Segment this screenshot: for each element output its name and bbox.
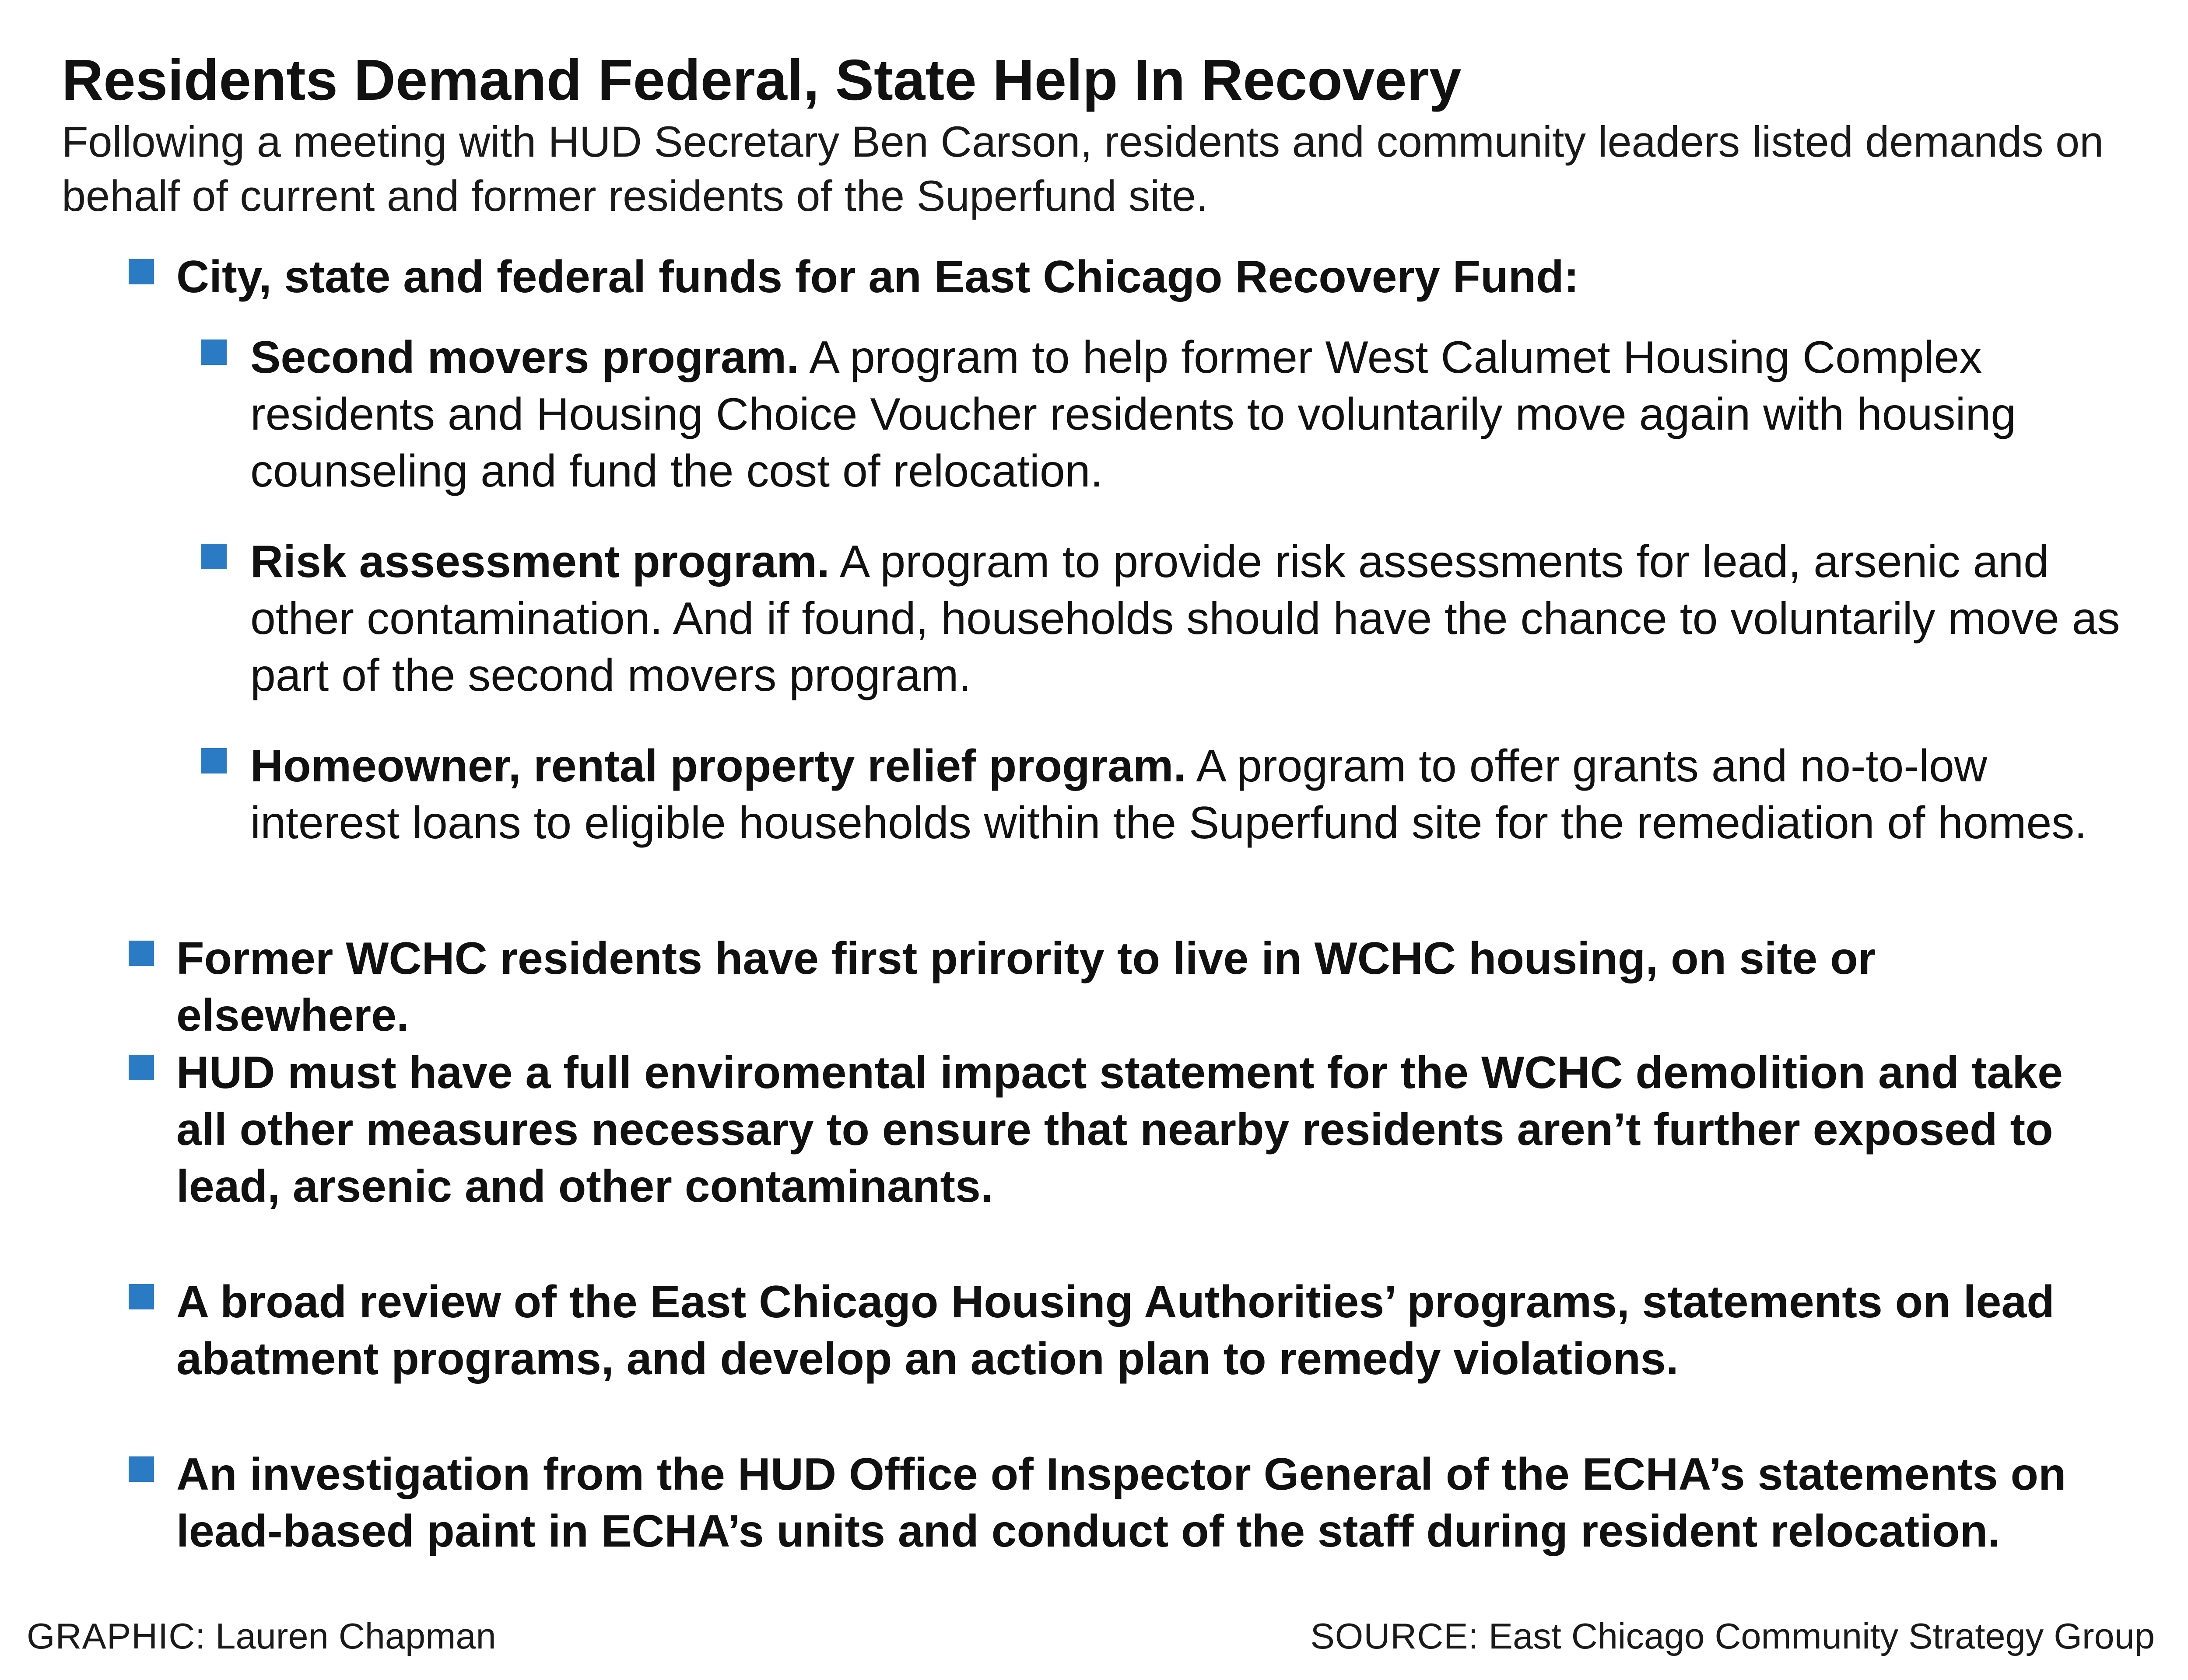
demand-text: A broad review of the East Chicago Housing Authorities’ programs, statements on lead abatment programs, and develop an action plan to remedy violations. <box>176 1277 2055 1384</box>
demand-text: Former WCHC residents have first prirority to live in WCHC housing, on site or elsewhere. <box>176 933 1876 1041</box>
demand-text: An investigation from the HUD Office of Inspector General of the ECHA’s statements on lead-based paint in ECHA’s units and conduct of the staff during resident relocation. <box>176 1449 2066 1557</box>
program-lead: Second movers program. <box>250 332 799 383</box>
program-second-movers <box>250 329 2141 500</box>
square-bullet-icon <box>201 340 227 365</box>
graphic-value: : Lauren Chapman <box>195 1616 496 1656</box>
program-description: A program to provide risk assessments for lead, arsenic and other contamination. And if found, households should have the chance to voluntarily move as part of the second movers program. <box>250 536 2120 701</box>
demand-recovery-fund <box>176 248 2111 305</box>
graphic-credit <box>27 1614 496 1659</box>
demand-text: HUD must have a full enviromental impact statement for the WCHC demolition and take all other measures necessary to ensure that nearby residents aren’t further exposed to lead, arsenic and other contaminants. <box>176 1047 2063 1212</box>
program-description: A program to offer grants and no-to-low interest loans to eligible households within the Superfund site for the remediation of homes. <box>250 741 2087 848</box>
square-bullet-icon <box>129 1456 154 1482</box>
program-text <box>250 533 2141 704</box>
program-description: A program to help former West Calumet Housing Complex residents and Housing Choice Voucher residents to voluntarily move again with housing counseling and fund the cost of relocation. <box>250 332 2016 497</box>
graphic-label: GRAPHIC <box>27 1616 196 1656</box>
program-text <box>250 738 2141 851</box>
source-value: : East Chicago Community Strategy Group <box>1468 1616 2155 1656</box>
program-text <box>250 329 2141 500</box>
demand-investigation <box>176 1446 2111 1560</box>
source-label: SOURCE <box>1310 1616 1469 1656</box>
demand-impact-statement <box>176 1044 2111 1215</box>
square-bullet-icon <box>129 1284 154 1309</box>
demand-review <box>176 1274 2111 1387</box>
square-bullet-icon <box>201 544 227 569</box>
square-bullet-icon <box>201 748 227 774</box>
demand-text: City, state and federal funds for an East Chicago Recovery Fund: <box>176 252 1579 302</box>
page-subtitle: Following a meeting with HUD Secretary Ben Carson, residents and community leaders listed demands on behalf of current and former residents of the Superfund site. <box>62 117 2104 220</box>
square-bullet-icon <box>129 1055 154 1080</box>
program-property-relief <box>250 738 2141 851</box>
demand-priority <box>176 930 2111 1044</box>
program-lead: Homeowner, rental property relief program. <box>250 741 1186 791</box>
page-title: Residents Demand Federal, State Help In Recovery <box>62 48 1462 112</box>
program-lead: Risk assessment program. <box>250 536 830 587</box>
square-bullet-icon <box>129 259 154 284</box>
source-credit <box>1310 1614 2155 1659</box>
program-risk-assessment <box>250 533 2141 704</box>
square-bullet-icon <box>129 941 154 966</box>
